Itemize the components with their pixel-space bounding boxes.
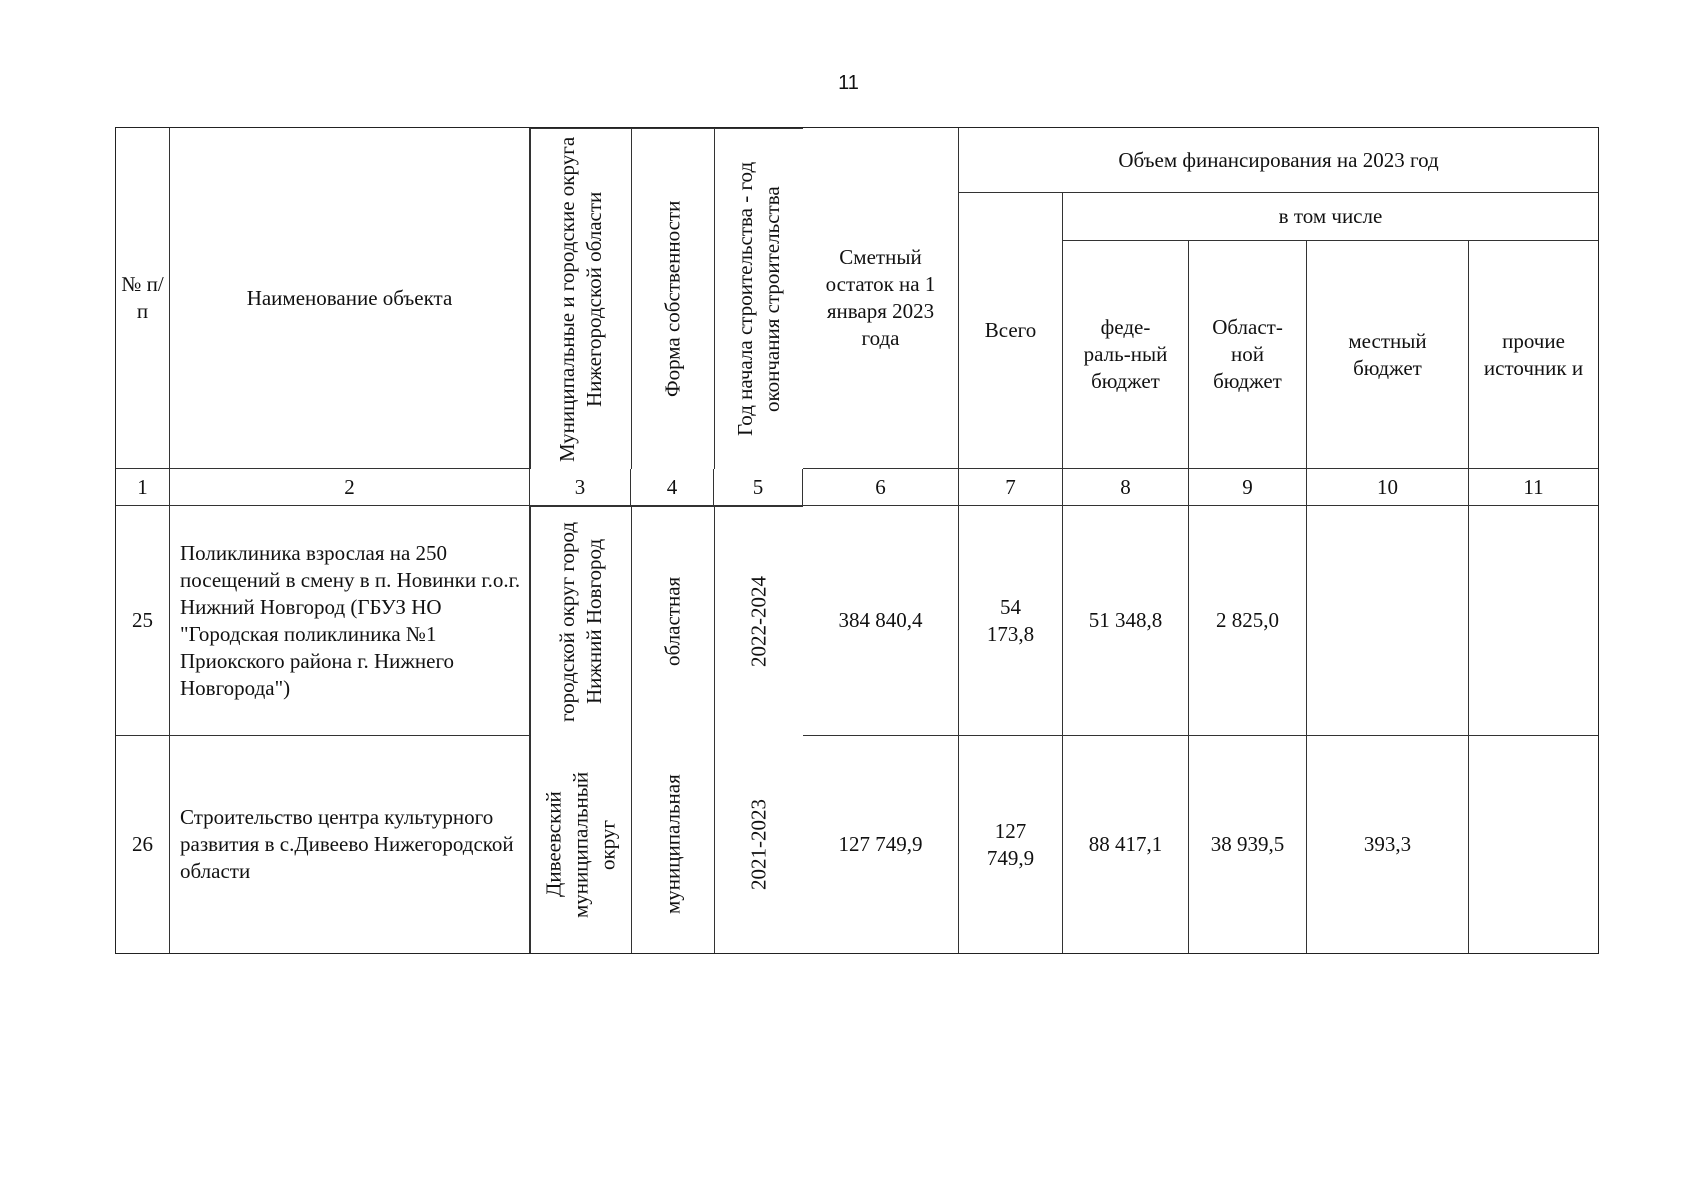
col-number: 4	[631, 469, 714, 506]
row-total: 127 749,9	[959, 736, 1063, 953]
col-number: 8	[1063, 469, 1189, 506]
page-number: 11	[838, 72, 859, 94]
row-other	[1469, 736, 1598, 953]
col-number: 5	[714, 469, 803, 506]
col-number: 1	[116, 469, 170, 506]
header-funding: Объем финансирования на 2023 год	[959, 128, 1598, 193]
header-num: № п/п	[116, 128, 170, 469]
col-number: 6	[803, 469, 959, 506]
header-other: прочие источник и	[1469, 241, 1598, 469]
header-municipality: Муниципальные и городские округа Нижегородской области	[530, 128, 631, 469]
row-other	[1469, 506, 1598, 736]
row-years: 2021-2023	[714, 736, 803, 953]
row-balance: 127 749,9	[803, 736, 959, 953]
col-number: 2	[170, 469, 530, 506]
col-number: 10	[1307, 469, 1469, 506]
row-ownership: муниципальная	[631, 736, 714, 953]
col-number: 3	[530, 469, 631, 506]
row-ownership: областная	[631, 506, 714, 736]
row-num: 26	[116, 736, 170, 953]
header-federal: феде-раль-ный бюджет	[1063, 241, 1189, 469]
row-object-name: Строительство центра культурного развития в с.Дивеево Нижегородской области	[170, 736, 530, 953]
header-balance: Сметный остаток на 1 января 2023 года	[803, 128, 959, 469]
row-federal: 51 348,8	[1063, 506, 1189, 736]
header-local: местный бюджет	[1307, 241, 1469, 469]
row-municipality: Дивеевский муниципальный округ	[530, 736, 631, 953]
financing-table	[115, 127, 1599, 954]
row-object-name: Поликлиника взрослая на 250 посещений в смену в п. Новинки г.о.г. Нижний Новгород (ГБУЗ НО "Городская поликлиника №1 Приокского района г. Нижнего Новгорода")	[170, 506, 530, 736]
header-regional: Област-ной бюджет	[1189, 241, 1307, 469]
col-number: 11	[1469, 469, 1598, 506]
row-federal: 88 417,1	[1063, 736, 1189, 953]
row-num: 25	[116, 506, 170, 736]
col-number: 7	[959, 469, 1063, 506]
header-years: Год начала строительства - год окончания строительства	[714, 128, 803, 469]
header-name: Наименование объекта	[170, 128, 530, 469]
row-local: 393,3	[1307, 736, 1469, 953]
header-including: в том числе	[1063, 193, 1598, 241]
row-local	[1307, 506, 1469, 736]
row-municipality: городской округ город Нижний Новгород	[530, 506, 631, 736]
row-balance: 384 840,4	[803, 506, 959, 736]
col-number: 9	[1189, 469, 1307, 506]
row-regional: 38 939,5	[1189, 736, 1307, 953]
row-total: 54 173,8	[959, 506, 1063, 736]
row-years: 2022-2024	[714, 506, 803, 736]
header-ownership: Форма собственности	[631, 128, 714, 469]
header-total: Всего	[959, 193, 1063, 469]
row-regional: 2 825,0	[1189, 506, 1307, 736]
